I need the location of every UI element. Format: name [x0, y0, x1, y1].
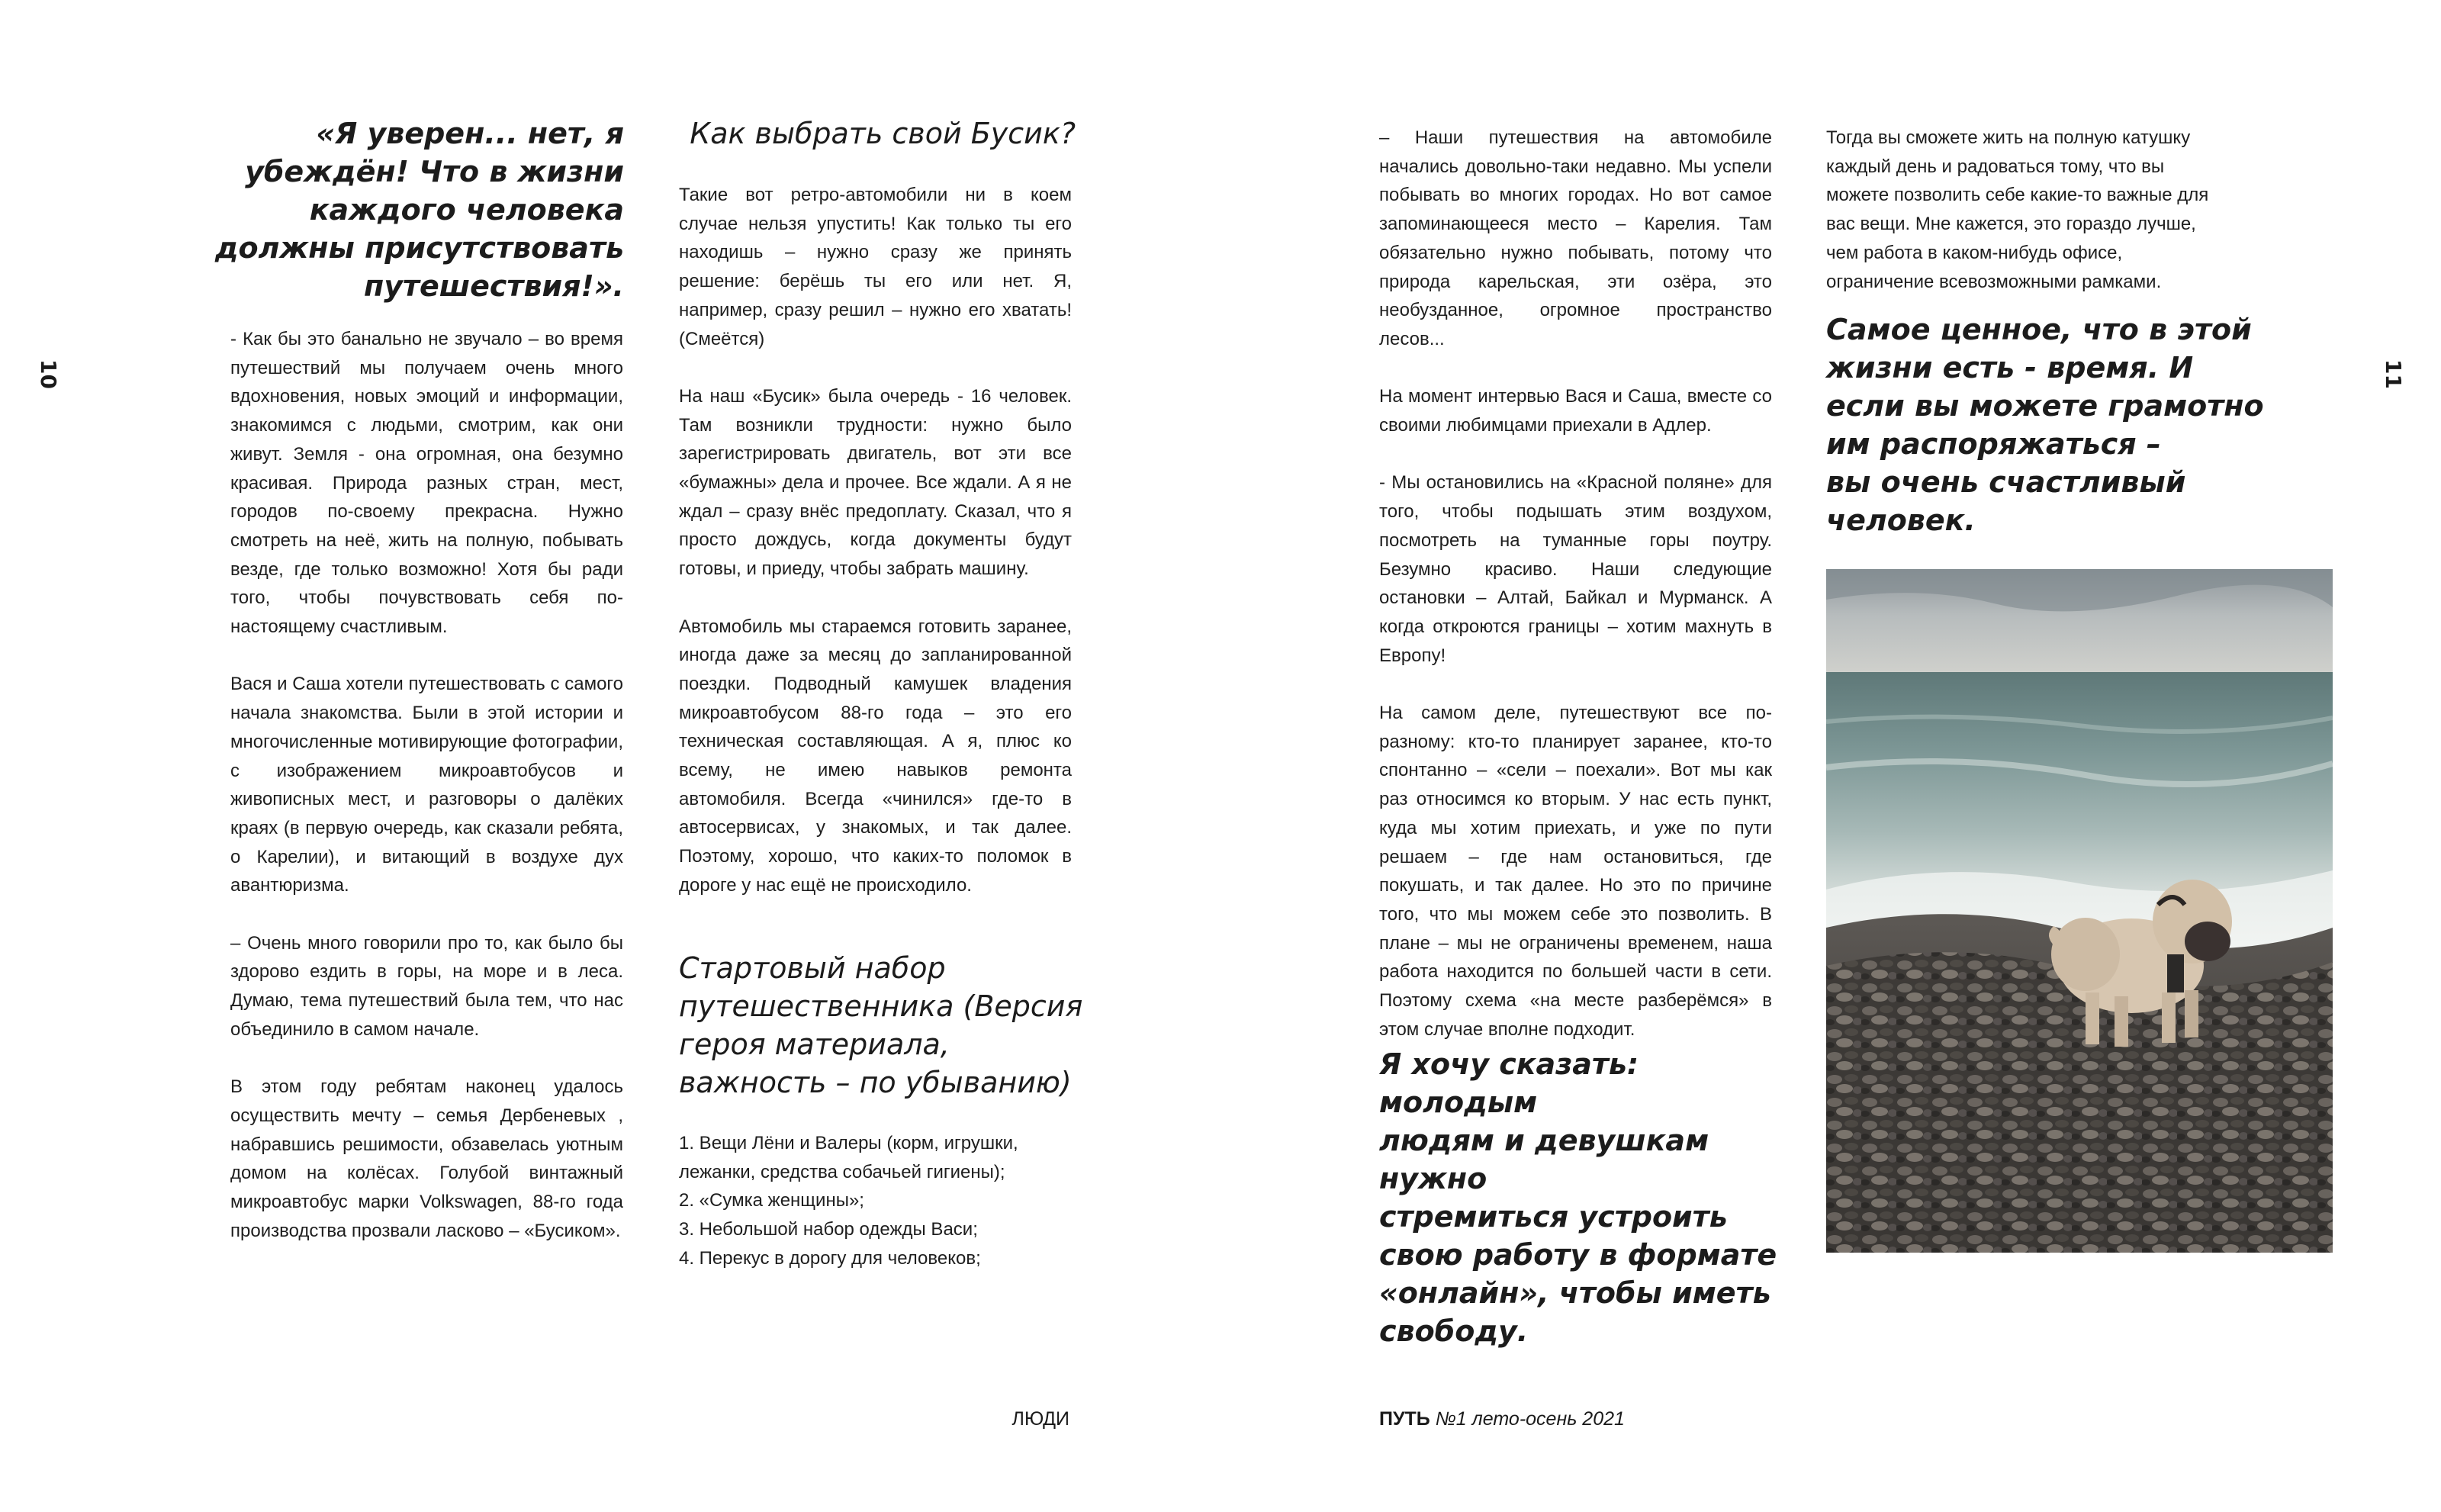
page-number-right: 11 — [2380, 359, 2406, 389]
section-heading-starter-kit — [679, 949, 1091, 1102]
footer-section-label: ЛЮДИ — [1011, 1408, 1069, 1430]
starter-kit-list-block — [679, 1129, 1091, 1273]
heading-line: героя материала, — [679, 1028, 950, 1061]
section-heading-choose-bus: Как выбрать свой Бусик? — [690, 117, 1076, 150]
pull-quote-line: им распоряжаться – — [1826, 427, 2161, 461]
footer-magazine-info — [1379, 1404, 1625, 1434]
article-column-1 — [230, 325, 623, 1245]
pull-quote-line: человек. — [1826, 503, 1976, 537]
article-column-3 — [1379, 124, 1772, 1044]
pull-quote-line: стремиться устроить — [1379, 1200, 1728, 1234]
paragraph: Вася и Саша хотели путешествовать с самого начала знакомства. Были в этой истории и многочисленные мотивирующие фотографии, с изображением микроавтобусов и живописных мест, и разговоры о далёких краях (в первую очередь, как сказали ребята, о Карелии), и витающий в воздухе дух авантюризма. — [230, 674, 623, 896]
paragraph: – Очень много говорили про то, как было бы здорово ездить в горы, на море и в леса. Думаю, тема путешествий была тем, что нас объединило в самом начале. — [230, 932, 623, 1040]
paragraph: Такие вот ретро-автомобили ни в коем случае нельзя упустить! Как только ты его находишь – нужно сразу же принять решение: берёшь ты его или нет. Я, например, сразу решил – нужно его хватать! (Смеётся) — [679, 185, 1072, 349]
issue-info: №1 лето-осень 2021 — [1435, 1408, 1625, 1430]
paragraph: Автомобиль мы стараемся готовить заранее, иногда даже за месяц до запланированной поездки. Подводный камушек владения микроавтобусом 88-го года – это его техническая составляющая. А я, плюс ко всему, не имею навыков ремонта автомобиля. Всегда «чинился» где-то в автосервисах, у знакомых, и так далее. Поэтому, хорошо, что каких-то поломок в дороге у нас ещё не происходило. — [679, 616, 1072, 896]
paragraph: - Мы остановились на «Красной поляне» для того, чтобы подышать этим воздухом, посмотреть на туманные горы поутру. Безумно красиво. Наши следующие остановки – Алтай, Байкал и Мурманск. А когда откроются границы – хотим махнуть в Европу! — [1379, 472, 1772, 666]
paragraph: – Наши путешествия на автомобиле начались довольно-таки недавно. Мы успели побывать во многих городах. Но вот самое запоминающееся место – Карелия. Там обязательно нужно побывать, потому что природа карельская, эти озёра, это необузданное, огромное пространство лесов... — [1379, 127, 1772, 349]
list-item: 3. Небольшой набор одежды Васи; — [679, 1219, 978, 1240]
heading-line: важность – по убыванию) — [679, 1066, 1072, 1099]
list-item: 2. «Сумка женщины»; — [679, 1190, 864, 1211]
pull-quote-line: Самое ценное, что в этой — [1826, 313, 2252, 346]
article-column-2 — [679, 181, 1072, 900]
magazine-title: ПУТЬ — [1379, 1408, 1430, 1430]
paragraph: В этом году ребятам наконец удалось осуществить мечту – семья Дербеневых , набравшись решимости, обзавелась уютным домом на колёсах. Голубой винтажный микроавтобус марки Volkswagen, 88-го года производства прозвали ласково – «Бусиком». — [230, 1076, 623, 1241]
list-item: 1. Вещи Лёни и Валеры (корм, игрушки, лежанки, средства собачьей гигиены); — [679, 1133, 1018, 1182]
pull-quote-online-work — [1379, 1045, 1806, 1350]
pull-quote-line: «онлайн», чтобы иметь — [1379, 1276, 1771, 1310]
paragraph: На самом деле, путешествуют все по-разному: кто-то планирует заранее, кто-то спонтанно – «сели – поехали». Вот мы как раз относимся ко вторым. У нас есть пункт, куда мы хотим приехать, и уже по пути решаем – где нам остановиться, где покушать, и так далее. Но это по причине того, что мы можем себе это позволить. В плане – мы не ограничены временем, наша работа находится по большей части в сети. Поэтому схема «на месте разберёмся» в этом случае вполне подходит. — [1379, 703, 1772, 1040]
pull-quote-line: свою работу в формате — [1379, 1238, 1777, 1272]
paragraph: - Как бы это банально не звучало – во время путешествий мы получаем очень много вдохновения, новых эмоций и информации, знакомимся с людьми, смотрим, как они живут. Земля - она огромная, она безумно красивая. Природа разных стран, мест, городов по-своему прекрасна. Нужно смотреть на неё, жить на полную, побывать везде, где только возможно! Хотя бы ради того, чтобы почувствовать себя по-настоящему счастливым. — [230, 329, 623, 638]
pull-quote-line: если вы можете грамотно — [1826, 389, 2264, 423]
pull-quote-travel — [206, 114, 624, 305]
pull-quote-line: жизни есть - время. И — [1826, 351, 2194, 384]
pull-quote-line: людям и девушкам нужно — [1379, 1124, 1709, 1195]
starter-kit-list — [679, 1129, 1091, 1273]
pull-quote-line: каждого человека — [309, 193, 624, 227]
page-number-left: 10 — [35, 359, 61, 389]
pull-quote-line: вы очень счастливый — [1826, 465, 2186, 499]
pull-quote-line: «Я уверен... нет, я — [316, 117, 624, 150]
pull-quote-time — [1826, 310, 2284, 539]
heading-line: путешественника (Версия — [679, 989, 1083, 1023]
pull-quote-line: убеждён! Что в жизни — [245, 155, 624, 188]
pug-on-beach-photo — [1826, 569, 2333, 1253]
pull-quote-line: свободу. — [1379, 1314, 1529, 1348]
pull-quote-line: путешествия!». — [363, 269, 624, 303]
paragraph: На момент интервью Вася и Саша, вместе со своими любимцами приехали в Адлер. — [1379, 386, 1772, 436]
article-column-4 — [1826, 124, 2224, 296]
pull-quote-line: Я хочу сказать: молодым — [1379, 1047, 1639, 1119]
heading-line: Стартовый набор — [679, 951, 946, 985]
paragraph: На наш «Бусик» была очередь - 16 человек. Там возникли трудности: нужно было зарегистрировать двигатель, вот эти все «бумажны» дела и прочее. Все ждали. А я не ждал – сразу внёс предоплату. Сказал, что я просто дождусь, когда документы будут готовы, и приеду, чтобы забрать машину. — [679, 385, 1072, 580]
paragraph: Тогда вы сможете жить на полную катушку каждый день и радоваться тому, что вы можете позволить себе какие-то важные для вас вещи. Мне кажется, это гораздо лучше, чем работа в каком-нибудь офисе, ограничение всевозможными рамками. — [1826, 127, 2209, 292]
pull-quote-line: должны присутствовать — [214, 231, 624, 265]
list-item: 4. Перекус в дорогу для человеков; — [679, 1247, 981, 1269]
